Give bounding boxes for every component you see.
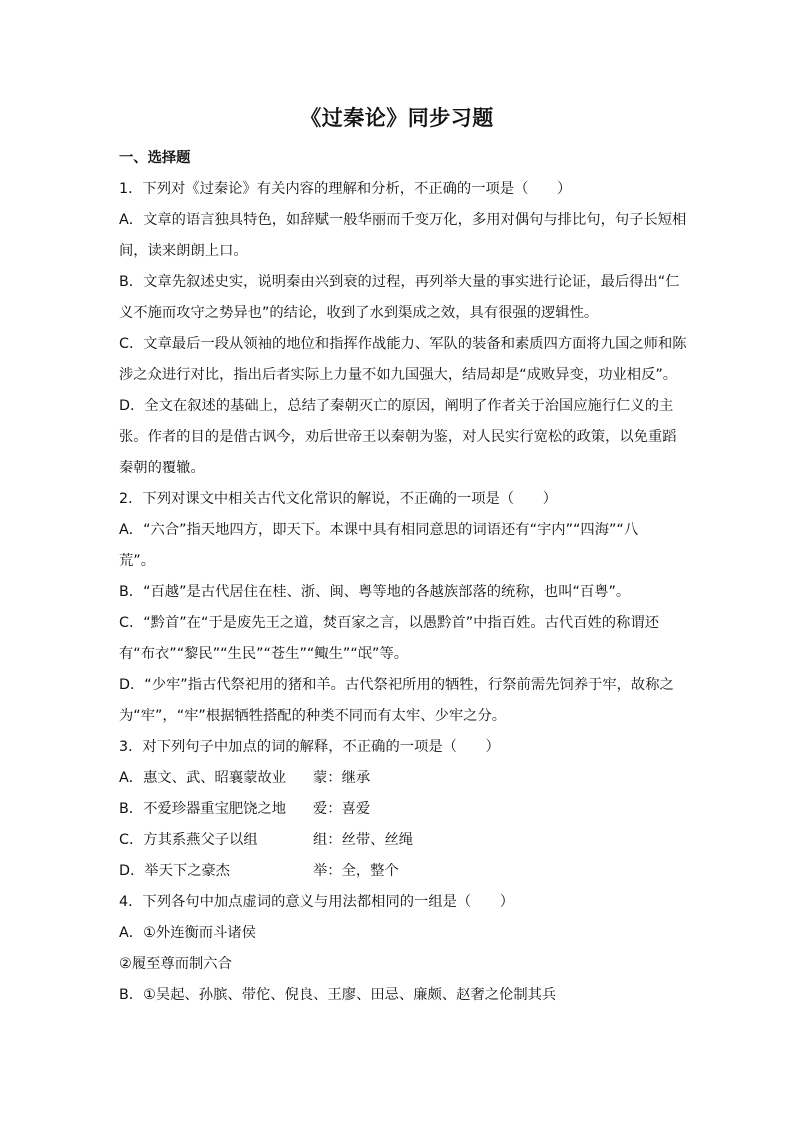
option-c [119,825,677,856]
option-d-line: 张。作者的目的是借古讽今，劝后世帝王以秦朝为鉴，对人民实行宽松的政策，以免重蹈 [119,429,677,445]
option-b-line: 义不施而攻守之势异也”的结论，收到了水到渠成之效，具有很强的逻辑性。 [119,305,599,321]
question-4 [119,887,677,1011]
option-b-line: B．“百越”是古代居住在桂、浙、闽、粤等地的各越族部落的统称，也叫“百粤”。 [119,584,631,600]
option-sentence: A．惠文、武、昭襄蒙故业 [119,770,287,786]
option-d-line: 为“牢”，“牢”根据牺牲搭配的种类不同而有太牢、少牢之分。 [119,708,507,724]
option-sentence: D．举天下之豪杰 [119,863,231,879]
question-3 [119,732,677,887]
question-stem: 3．对下列句子中加点的词的解释，不正确的一项是（ ） [119,739,500,755]
option-d [119,856,677,887]
option-a-line: A．文章的语言独具特色，如辞赋一般华丽而千变万化，多用对偶句与排比句，句子长短相 [119,212,687,228]
option-a-line: A．“六合”指天地四方，即天下。本课中具有相同意思的词语还有“宇内”“四海”“八 [119,522,639,538]
section-heading: 一、选择题 [119,150,191,166]
question-1 [119,174,687,484]
option-a-line: ②履至尊而制六合 [119,956,232,972]
option-c-line: 有“布衣”“黎民”“生民”“苍生”“鲰生”“氓”等。 [119,646,409,662]
question-stem: 4．下列各句中加点虚词的意义与用法都相同的一组是（ ） [119,894,515,910]
option-gloss: 爱：喜爱 [313,801,371,817]
option-a [119,763,677,794]
option-gloss: 蒙：继承 [313,770,371,786]
option-d-line: 秦朝的覆辙。 [119,460,205,476]
option-b [119,794,677,825]
option-c-line: C．“黔首”在“于是废先王之道，焚百家之言，以愚黔首”中指百姓。古代百姓的称谓还 [119,615,659,631]
document-title: 《过秦论》同步习题 [300,105,494,130]
option-d-line: D．“少牢”指古代祭祀用的猪和羊。古代祭祀所用的牺牲，行祭前需先饲养于牢，故称之 [119,677,674,693]
option-sentence: B．不爱珍器重宝肥饶之地 [119,801,287,817]
option-c-line: 涉之众进行对比，指出后者实际上力量不如九国强大，结局却是“成败异变，功业相反”。 [119,367,678,383]
option-b-line: B．文章先叙述史实，说明秦由兴到衰的过程，再列举大量的事实进行论证，最后得出“仁 [119,274,680,290]
question-stem: 1．下列对《过秦论》有关内容的理解和分析，不正确的一项是（ ） [119,181,572,197]
option-a-line: 荒”。 [119,553,156,569]
option-d-line: D．全文在叙述的基础上，总结了秦朝灭亡的原因，阐明了作者关于治国应施行仁义的主 [119,398,674,414]
document-body [119,143,687,1011]
option-a-line: A．①外连衡而斗诸侯 [119,925,256,941]
option-b-line: B．①吴起、孙膑、带佗、倪良、王廖、田忌、廉颇、赵奢之伦制其兵 [119,987,557,1003]
question-2 [119,484,677,732]
option-gloss: 举：全，整个 [313,863,399,879]
option-gloss: 组：丝带、丝绳 [313,832,414,848]
option-c-line: C．文章最后一段从领袖的地位和指挥作战能力、军队的装备和素质四方面将九国之师和陈 [119,336,687,352]
option-sentence: C．方其系燕父子以组 [119,832,258,848]
question-stem: 2．下列对课文中相关古代文化常识的解说，不正确的一项是（ ） [119,491,557,507]
option-a-line: 间，读来朗朗上口。 [119,243,248,259]
